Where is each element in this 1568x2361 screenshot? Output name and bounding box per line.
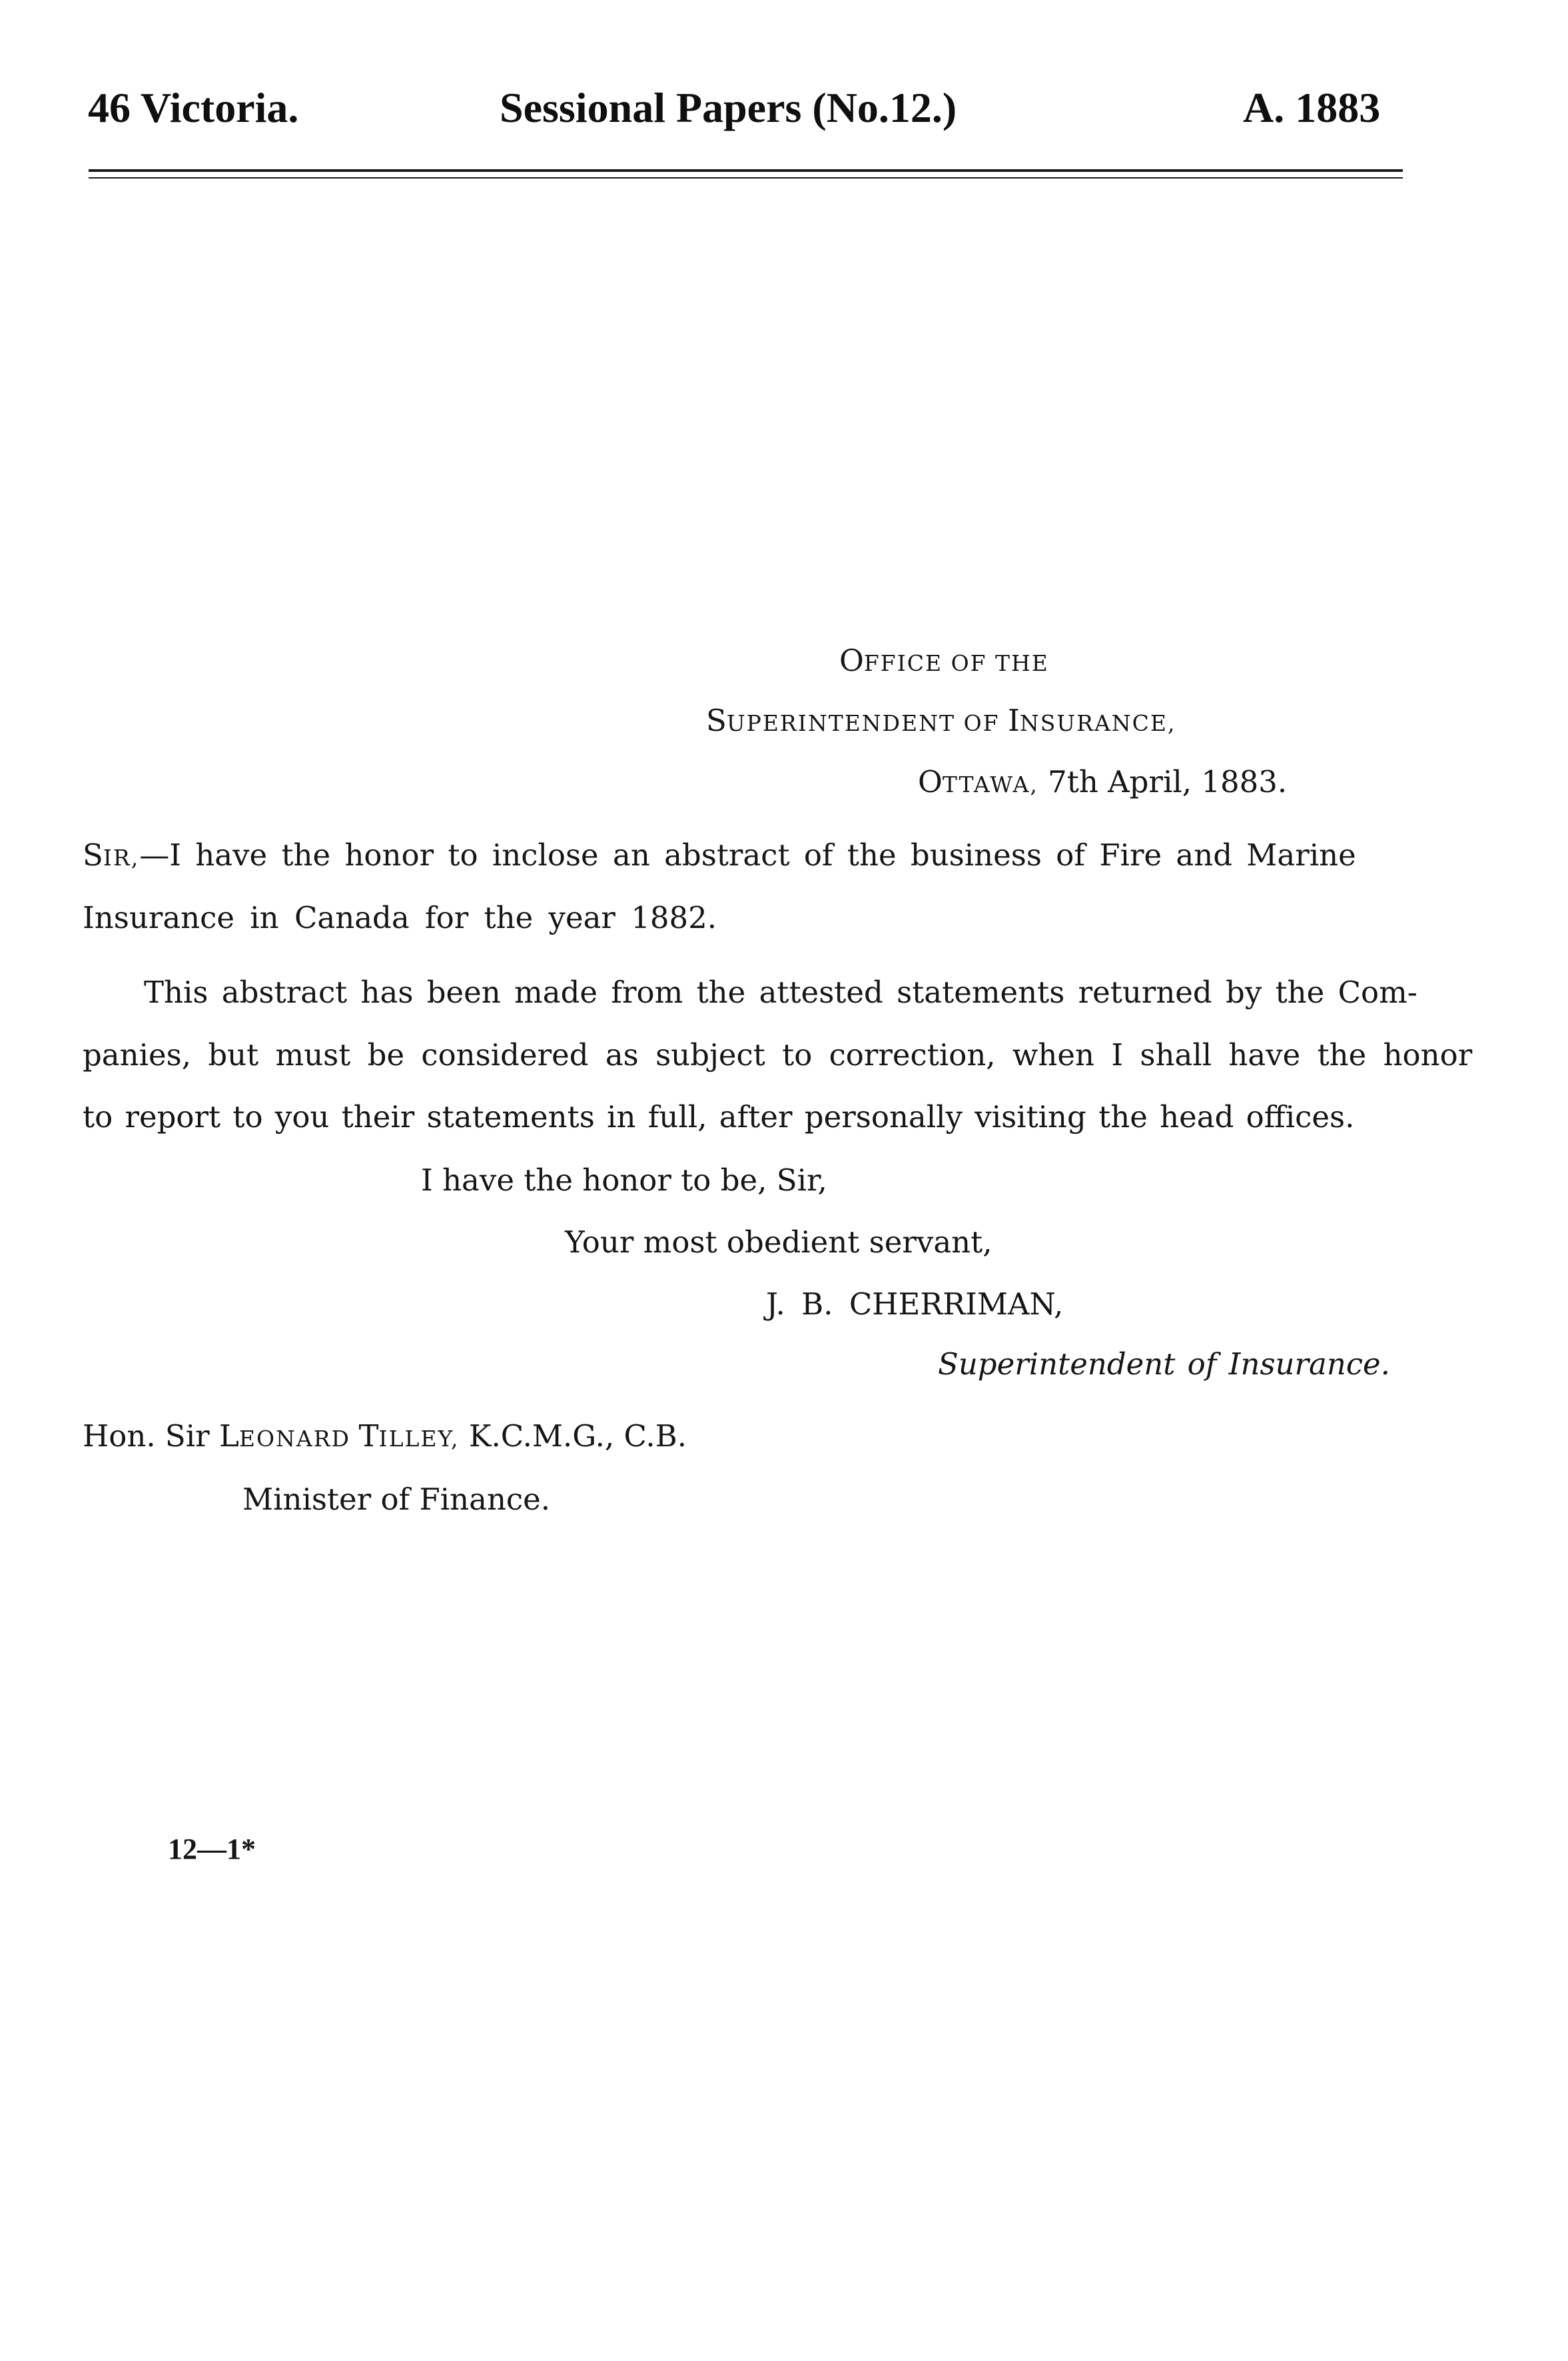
office-line2-cap1: S (706, 703, 727, 738)
closing-line-2: Your most obedient servant, (565, 1224, 992, 1260)
letter-date: 7th April, 1883. (1038, 764, 1288, 799)
folio-mark: 12—1* (168, 1833, 256, 1865)
running-head (0, 75, 1568, 141)
date-line (918, 761, 1287, 803)
paragraph-1-line-1-text: —I have the honor to inclose an abstract of the business of Fire and Marine (139, 837, 1356, 873)
closing-line-1: I have the honor to be, Sir, (421, 1163, 827, 1198)
addressee-first-cap: L (218, 1418, 239, 1454)
office-heading-line-1 (839, 640, 1049, 682)
salutation-rest: IR, (103, 845, 140, 871)
paragraph-2-line-2: panies, but must be considered as subject to correction, when I shall have the honor (83, 1037, 1473, 1073)
office-line2-rest1: UPERINTENDENT OF (726, 710, 1008, 736)
paragraph-1-line-2: Insurance in Canada for the year 1882. (83, 900, 717, 935)
addressee-office: Minister of Finance. (242, 1482, 551, 1517)
addressee-honours: K.C.M.G., C.B. (459, 1418, 687, 1454)
addressee-last-rest: ILLEY, (378, 1426, 460, 1452)
office-line2-cap2: I (1008, 703, 1020, 738)
signature-title: Superintendent of Insurance. (938, 1346, 1390, 1382)
office-heading-line-2 (706, 700, 1176, 742)
paragraph-2-line-3: to report to you their statements in full, after personally visiting the head offices. (83, 1099, 1355, 1135)
addressee-last-cap: T (358, 1418, 379, 1454)
place-rest: TTAWA, (942, 771, 1038, 797)
running-head-left: 46 Victoria. (88, 84, 299, 131)
signature-name: J. B. CHERRIMAN, (766, 1286, 1064, 1322)
running-head-center: Sessional Papers (No.12.) (500, 84, 957, 131)
paragraph-2-line-1: This abstract has been made from the attested statements returned by the Com- (144, 975, 1417, 1010)
addressee-first-rest: EONARD (238, 1426, 359, 1452)
header-double-rule (89, 169, 1403, 179)
paragraph-1-line-1 (83, 834, 1356, 877)
place-cap: O (918, 764, 943, 799)
office-line2-rest2: NSURANCE, (1019, 710, 1176, 736)
office-heading-rest: FFICE OF THE (863, 650, 1049, 676)
salutation-cap: S (83, 837, 103, 873)
office-heading-cap: O (839, 643, 864, 678)
addressee-prefix: Hon. Sir (83, 1418, 219, 1454)
running-head-right: A. 1883 (1243, 84, 1381, 131)
addressee-line-1 (83, 1415, 687, 1458)
